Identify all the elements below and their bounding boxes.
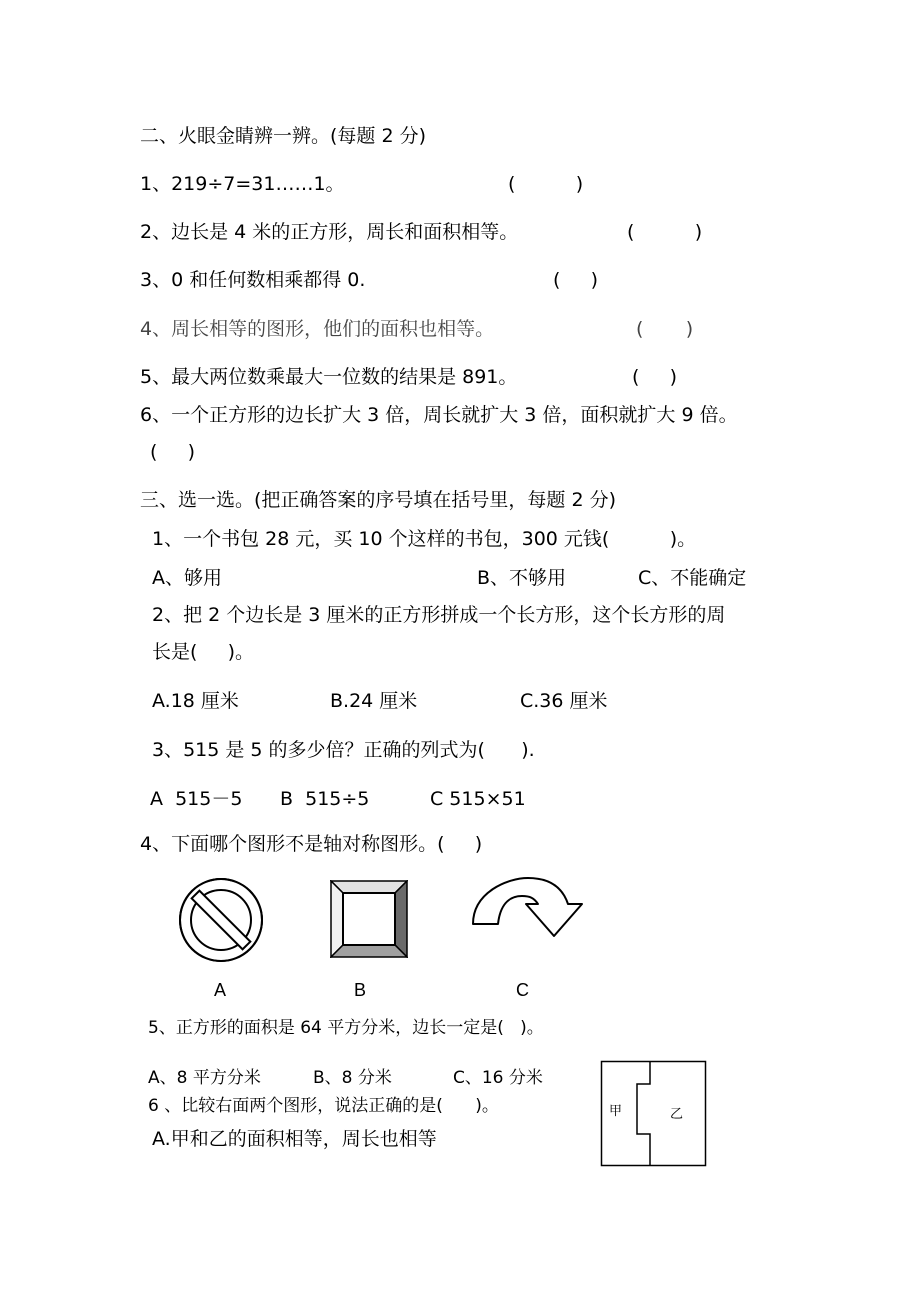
answer-bracket-3[interactable]: ( ) — [553, 269, 599, 291]
choice-q5-c[interactable]: C、16 分米 — [453, 1068, 543, 1088]
no-entry-sign-icon — [178, 877, 264, 963]
choice-q5-a[interactable]: A、8 平方分米 — [148, 1068, 261, 1088]
choice-q2-line2: 长是( )。 — [152, 641, 255, 663]
figure-label-a: A — [214, 980, 227, 1000]
choice-q6: 6 、比较右面两个图形，说法正确的是( )。 — [148, 1096, 499, 1116]
choice-q2-a[interactable]: A.18 厘米 — [152, 690, 239, 712]
figure-label-b: B — [354, 980, 367, 1000]
choice-q5: 5、正方形的面积是 64 平方分米，边长一定是( )。 — [148, 1018, 544, 1038]
judge-item-3: 3、0 和任何数相乘都得 0. — [140, 269, 366, 291]
judge-item-6: 6、一个正方形的边长扩大 3 倍，周长就扩大 3 倍，面积就扩大 9 倍。 — [140, 404, 738, 426]
answer-bracket-4[interactable]: ( ) — [636, 318, 694, 340]
answer-bracket-1[interactable]: ( ) — [508, 173, 584, 195]
choice-q3-a[interactable]: A 515－5 — [150, 788, 243, 810]
judge-item-1: 1、219÷7=31……1。 — [140, 173, 345, 195]
beveled-square-frame-icon — [330, 880, 408, 958]
choice-q1-a[interactable]: A、够用 — [152, 567, 222, 589]
figure-label-jia: 甲 — [609, 1104, 623, 1119]
choice-q2-line1: 2、把 2 个边长是 3 厘米的正方形拼成一个长方形，这个长方形的周 — [152, 604, 726, 626]
choice-q2-c[interactable]: C.36 厘米 — [520, 690, 608, 712]
choice-q3-c[interactable]: C 515×51 — [430, 788, 526, 810]
choice-q6-a[interactable]: A.甲和乙的面积相等，周长也相等 — [152, 1128, 437, 1150]
judge-item-2: 2、边长是 4 米的正方形，周长和面积相等。 — [140, 221, 519, 243]
answer-bracket-5[interactable]: ( ) — [632, 366, 678, 388]
choice-q4: 4、下面哪个图形不是轴对称图形。( ) — [140, 833, 483, 855]
figure-label-c: C — [516, 980, 529, 1000]
choice-q1-c[interactable]: C、不能确定 — [638, 567, 747, 589]
choice-q2-b[interactable]: B.24 厘米 — [330, 690, 418, 712]
answer-bracket-2[interactable]: ( ) — [627, 221, 703, 243]
choice-q1: 1、一个书包 28 元，买 10 个这样的书包，300 元钱( )。 — [152, 528, 697, 550]
choice-q5-b[interactable]: B、8 分米 — [313, 1068, 392, 1088]
answer-bracket-6[interactable]: ( ) — [150, 441, 196, 463]
judge-item-5: 5、最大两位数乘最大一位数的结果是 891。 — [140, 366, 518, 388]
choice-q1-b[interactable]: B、不够用 — [477, 567, 567, 589]
curved-arrow-icon — [470, 874, 586, 940]
figure-label-yi: 乙 — [670, 1107, 684, 1122]
section2-title: 二、火眼金睛辨一辨。(每题 2 分) — [140, 125, 426, 147]
judge-item-4: 4、周长相等的图形，他们的面积也相等。 — [140, 318, 495, 340]
choice-q3-b[interactable]: B 515÷5 — [280, 788, 370, 810]
choice-q3: 3、515 是 5 的多少倍？正确的列式为( ). — [152, 739, 535, 761]
section3-title: 三、选一选。(把正确答案的序号填在括号里，每题 2 分) — [140, 489, 616, 511]
